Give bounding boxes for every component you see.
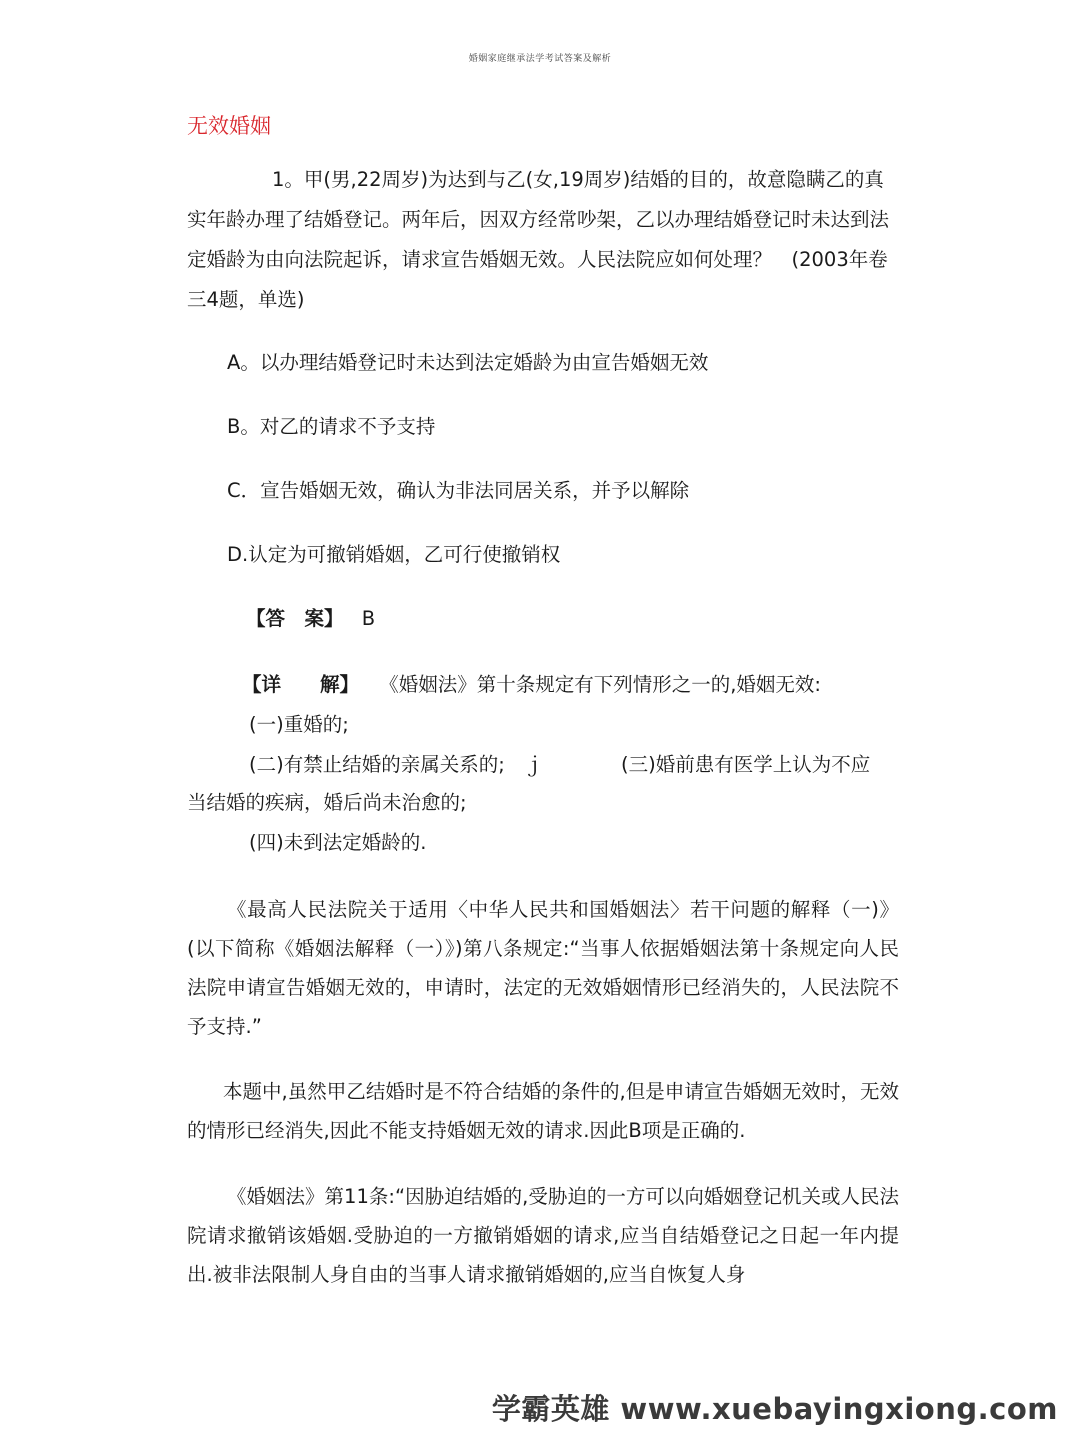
site-watermark: 学霸英雄 www.xuebayingxiong.com bbox=[491, 1392, 1058, 1426]
option-a: A。以办理结婚登记时未达到法定婚龄为由宣告婚姻无效 bbox=[227, 351, 709, 374]
detail-intro-line bbox=[242, 670, 821, 700]
question-text: 1。甲(男,22周岁)为达到与乙(女,19周岁)结婚的目的，故意隐瞒乙的真实年龄办理了结婚登记。两年后，因双方经常吵架，乙以办理结婚登记时未达到法定婚龄为由向法院起诉，请求宣告婚姻无效。人民法院应如何处理？ (2003年卷三4题，单选) bbox=[187, 168, 890, 311]
detail-label: 【详 解】 bbox=[242, 673, 360, 696]
invalid-item-4: (四)未到法定婚龄的. bbox=[249, 831, 427, 854]
paragraph-analysis: 本题中,虽然甲乙结婚时是不符合结婚的条件的,但是申请宣告婚姻无效时，无效的情形已经消失,因此不能支持婚姻无效的请求.因此B项是正确的. bbox=[187, 1080, 899, 1142]
invalid-item-3: (三)婚前患有医学上认为不应 bbox=[621, 753, 871, 776]
paragraph-article-11: 《婚姻法》第11条:“因胁迫结婚的,受胁迫的一方可以向婚姻登记机关或人民法院请求撤销该婚姻.受胁迫的一方撤销婚姻的请求,应当自结婚登记之日起一年内提出.被非法限制人身自由的当事人请求撤销婚姻的,应当自恢复人身 bbox=[187, 1185, 899, 1286]
answer-value: B bbox=[361, 607, 376, 630]
answer-line bbox=[246, 604, 375, 634]
invalid-item-1: (一)重婚的; bbox=[249, 713, 349, 736]
paragraph-interpretation: 《最高人民法院关于适用〈中华人民共和国婚姻法〉若干问题的解释（一)》(以下简称《婚姻法解释（一）》)第八条规定:“当事人依据婚姻法第十条规定向人民法院申请宣告婚姻无效的，申请时，法定的无效婚姻情形已经消失的，人民法院不予支持.” bbox=[187, 898, 899, 1038]
answer-label: 【答 案】 bbox=[246, 607, 344, 630]
invalid-item-3-cont: 当结婚的疾病，婚后尚未治愈的; bbox=[187, 791, 467, 814]
page-header: 婚姻家庭继承法学考试答案及解析 bbox=[468, 54, 612, 64]
option-b: B。对乙的请求不予支持 bbox=[227, 415, 436, 438]
option-c: C．宣告婚姻无效，确认为非法同居关系，并予以解除 bbox=[227, 479, 690, 502]
invalid-item-2: (二)有禁止结婚的亲属关系的; ｊ bbox=[249, 753, 544, 776]
option-d: D.认定为可撤销婚姻，乙可行使撤销权 bbox=[227, 543, 561, 566]
section-title: 无效婚姻 bbox=[187, 114, 271, 138]
detail-intro: 《婚姻法》第十条规定有下列情形之一的,婚姻无效: bbox=[379, 673, 821, 696]
